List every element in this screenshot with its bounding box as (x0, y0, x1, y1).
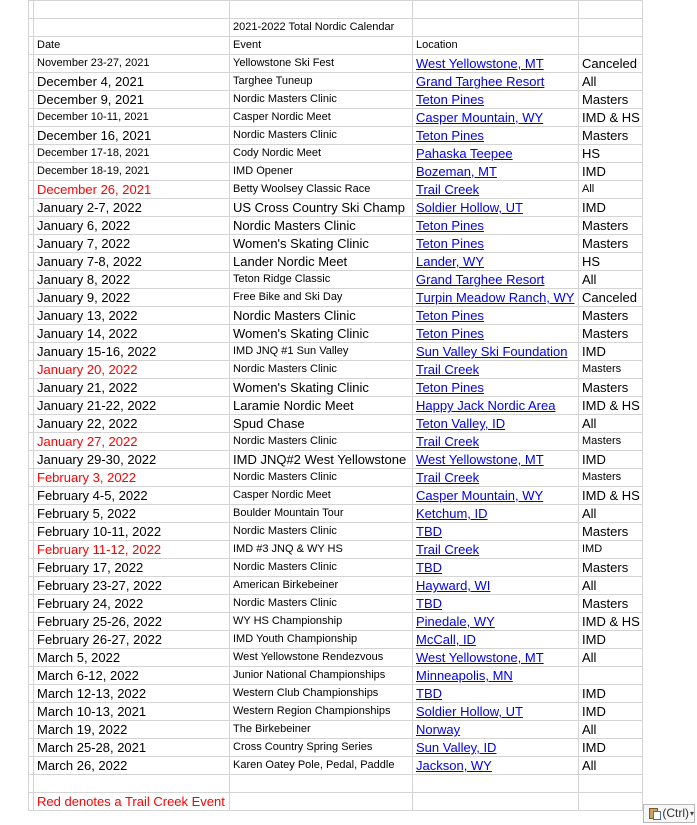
event-category: All (579, 649, 643, 667)
event-date: December 17-18, 2021 (34, 145, 230, 163)
event-date: March 5, 2022 (34, 649, 230, 667)
event-row (29, 361, 643, 379)
event-name: IMD JNQ #1 Sun Valley (230, 343, 413, 361)
event-name: Women's Skating Clinic (230, 379, 413, 397)
event-date: February 24, 2022 (34, 595, 230, 613)
event-location (413, 109, 579, 127)
location-link[interactable]: Trail Creek (416, 542, 480, 557)
event-date: January 29-30, 2022 (34, 451, 230, 469)
event-location (413, 541, 579, 559)
event-row (29, 595, 643, 613)
event-name: Western Club Championships (230, 685, 413, 703)
location-link[interactable]: Pinedale, WY (416, 614, 495, 629)
event-date: December 16, 2021 (34, 127, 230, 145)
event-location (413, 469, 579, 487)
location-link[interactable]: TBD (416, 596, 442, 611)
event-date: January 22, 2022 (34, 415, 230, 433)
event-category: IMD (579, 685, 643, 703)
location-link[interactable]: Teton Valley, ID (416, 416, 506, 431)
event-name: US Cross Country Ski Champ (230, 199, 413, 217)
event-date: December 18-19, 2021 (34, 163, 230, 181)
event-row (29, 433, 643, 451)
event-row (29, 577, 643, 595)
event-row (29, 739, 643, 757)
empty-cell (579, 1, 643, 19)
event-category: Masters (579, 433, 643, 451)
event-date: January 2-7, 2022 (34, 199, 230, 217)
event-category: All (579, 415, 643, 433)
event-category: Masters (579, 325, 643, 343)
location-link[interactable]: Jackson, WY (416, 758, 492, 773)
event-location (413, 271, 579, 289)
event-row (29, 541, 643, 559)
event-date: March 25-28, 2021 (34, 739, 230, 757)
empty-cell (579, 775, 643, 793)
event-category: Masters (579, 91, 643, 109)
event-name: Nordic Masters Clinic (230, 559, 413, 577)
event-location (413, 217, 579, 235)
location-link[interactable]: West Yellowstone, MT (416, 452, 544, 467)
event-location (413, 649, 579, 667)
location-link[interactable]: Teton Pines (416, 236, 484, 251)
clipboard-paste-icon (648, 807, 660, 820)
event-location (413, 631, 579, 649)
location-link[interactable]: Grand Targhee Resort (416, 74, 545, 89)
event-category: IMD (579, 163, 643, 181)
event-category: Masters (579, 595, 643, 613)
event-category: IMD & HS (579, 397, 643, 415)
event-date: January 27, 2022 (34, 433, 230, 451)
event-name: American Birkebeiner (230, 577, 413, 595)
event-category: IMD (579, 451, 643, 469)
event-name: The Birkebeiner (230, 721, 413, 739)
location-link[interactable]: Sun Valley, ID (416, 740, 497, 755)
event-date: November 23-27, 2021 (34, 55, 230, 73)
event-name: Nordic Masters Clinic (230, 217, 413, 235)
event-name: Nordic Masters Clinic (230, 595, 413, 613)
event-category: All (579, 505, 643, 523)
event-category: IMD (579, 199, 643, 217)
location-link[interactable]: Happy Jack Nordic Area (416, 398, 556, 413)
location-link[interactable]: Pahaska Teepee (416, 146, 513, 161)
event-row (29, 613, 643, 631)
event-location (413, 379, 579, 397)
sheet-title: 2021-2022 Total Nordic Calendar (230, 19, 413, 37)
event-location (413, 685, 579, 703)
location-link[interactable]: West Yellowstone, MT (416, 650, 544, 665)
event-name: Junior National Championships (230, 667, 413, 685)
event-location (413, 757, 579, 775)
event-category: IMD & HS (579, 487, 643, 505)
event-location (413, 505, 579, 523)
event-category: IMD (579, 739, 643, 757)
event-location (413, 91, 579, 109)
event-row (29, 721, 643, 739)
event-row (29, 505, 643, 523)
empty-cell (579, 37, 643, 55)
location-link[interactable]: Teton Pines (416, 308, 484, 323)
event-date: December 10-11, 2021 (34, 109, 230, 127)
title-row (29, 19, 643, 37)
event-location (413, 55, 579, 73)
event-date: February 4-5, 2022 (34, 487, 230, 505)
event-row (29, 145, 643, 163)
empty-cell (413, 19, 579, 37)
event-location (413, 577, 579, 595)
event-row (29, 757, 643, 775)
event-name: Spud Chase (230, 415, 413, 433)
event-date: February 17, 2022 (34, 559, 230, 577)
location-link[interactable]: West Yellowstone, MT (416, 56, 544, 71)
location-link[interactable]: Bozeman, MT (416, 164, 497, 179)
footnote: Red denotes a Trail Creek Event (34, 793, 230, 811)
empty-cell (413, 775, 579, 793)
event-location (413, 523, 579, 541)
event-category: IMD & HS (579, 109, 643, 127)
event-name: WY HS Championship (230, 613, 413, 631)
event-row (29, 217, 643, 235)
event-location (413, 289, 579, 307)
event-category: Masters (579, 379, 643, 397)
event-category: Masters (579, 235, 643, 253)
location-link[interactable]: Hayward, WI (416, 578, 491, 593)
empty-cell (34, 775, 230, 793)
blank-row (29, 775, 643, 793)
event-category: All (579, 73, 643, 91)
event-name: IMD JNQ#2 West Yellowstone (230, 451, 413, 469)
event-category: Masters (579, 559, 643, 577)
empty-cell (34, 19, 230, 37)
event-location (413, 235, 579, 253)
event-location (413, 397, 579, 415)
event-category: Masters (579, 361, 643, 379)
location-link[interactable]: Sun Valley Ski Foundation (416, 344, 568, 359)
location-link[interactable]: Teton Pines (416, 128, 484, 143)
location-link[interactable]: Soldier Hollow, UT (416, 704, 523, 719)
event-location (413, 667, 579, 685)
event-row (29, 415, 643, 433)
header-row (29, 37, 643, 55)
event-name: Betty Woolsey Classic Race (230, 181, 413, 199)
event-date: March 26, 2022 (34, 757, 230, 775)
empty-cell (413, 793, 579, 811)
paste-options-label: (Ctrl) (662, 806, 689, 820)
event-row (29, 523, 643, 541)
event-name: Karen Oatey Pole, Pedal, Paddle (230, 757, 413, 775)
event-category: Masters (579, 217, 643, 235)
event-row (29, 163, 643, 181)
event-location (413, 559, 579, 577)
event-location (413, 739, 579, 757)
event-location (413, 361, 579, 379)
event-location (413, 127, 579, 145)
location-link[interactable]: Casper Mountain, WY (416, 110, 544, 125)
event-name: Casper Nordic Meet (230, 487, 413, 505)
event-category: IMD & HS (579, 613, 643, 631)
chevron-down-icon: ▾ (689, 809, 694, 818)
event-location (413, 343, 579, 361)
event-location (413, 415, 579, 433)
event-category: All (579, 271, 643, 289)
event-location (413, 703, 579, 721)
blank-row (29, 1, 643, 19)
location-link[interactable]: Trail Creek (416, 470, 480, 485)
event-date: February 26-27, 2022 (34, 631, 230, 649)
event-name: Boulder Mountain Tour (230, 505, 413, 523)
event-row (29, 91, 643, 109)
location-link[interactable]: Casper Mountain, WY (416, 488, 544, 503)
event-name: Teton Ridge Classic (230, 271, 413, 289)
event-row (29, 235, 643, 253)
event-location (413, 487, 579, 505)
event-name: Nordic Masters Clinic (230, 91, 413, 109)
event-name: West Yellowstone Rendezvous (230, 649, 413, 667)
event-row (29, 649, 643, 667)
event-date: December 4, 2021 (34, 73, 230, 91)
event-category: IMD (579, 343, 643, 361)
event-name: Laramie Nordic Meet (230, 397, 413, 415)
event-name: Nordic Masters Clinic (230, 307, 413, 325)
location-link[interactable]: Teton Pines (416, 92, 484, 107)
event-date: January 21, 2022 (34, 379, 230, 397)
event-date: March 6-12, 2022 (34, 667, 230, 685)
event-name: Yellowstone Ski Fest (230, 55, 413, 73)
event-date: January 21-22, 2022 (34, 397, 230, 415)
event-name: Nordic Masters Clinic (230, 523, 413, 541)
event-date: December 26, 2021 (34, 181, 230, 199)
location-link[interactable]: Norway (416, 722, 461, 737)
event-category: All (579, 721, 643, 739)
paste-options-button[interactable] (643, 804, 695, 823)
location-link[interactable]: McCall, ID (416, 632, 476, 647)
event-name: Cross Country Spring Series (230, 739, 413, 757)
event-date: February 23-27, 2022 (34, 577, 230, 595)
event-date: February 10-11, 2022 (34, 523, 230, 541)
event-name: Casper Nordic Meet (230, 109, 413, 127)
event-location (413, 253, 579, 271)
event-name: Women's Skating Clinic (230, 235, 413, 253)
event-date: March 12-13, 2022 (34, 685, 230, 703)
location-link[interactable]: TBD (416, 686, 442, 701)
event-date: December 9, 2021 (34, 91, 230, 109)
footnote-row (29, 793, 643, 811)
event-category: Masters (579, 127, 643, 145)
header-location: Location (413, 37, 579, 55)
event-location (413, 595, 579, 613)
empty-cell (34, 1, 230, 19)
event-location (413, 613, 579, 631)
location-link[interactable]: Teton Pines (416, 380, 484, 395)
event-date: February 25-26, 2022 (34, 613, 230, 631)
event-row (29, 631, 643, 649)
event-name: Free Bike and Ski Day (230, 289, 413, 307)
event-category: IMD (579, 541, 643, 559)
event-date: January 15-16, 2022 (34, 343, 230, 361)
event-name: Nordic Masters Clinic (230, 433, 413, 451)
event-row (29, 289, 643, 307)
event-row (29, 253, 643, 271)
location-link[interactable]: Trail Creek (416, 182, 480, 197)
event-category: Canceled (579, 289, 643, 307)
event-category: Masters (579, 523, 643, 541)
event-category: Masters (579, 469, 643, 487)
event-location (413, 163, 579, 181)
event-location (413, 181, 579, 199)
event-name: Targhee Tuneup (230, 73, 413, 91)
location-link[interactable]: Lander, WY (416, 254, 484, 269)
event-row (29, 559, 643, 577)
event-category: All (579, 757, 643, 775)
event-category: HS (579, 145, 643, 163)
event-category: IMD (579, 703, 643, 721)
location-link[interactable]: Soldier Hollow, UT (416, 200, 523, 215)
event-date: March 19, 2022 (34, 721, 230, 739)
empty-cell (579, 793, 643, 811)
event-name: Nordic Masters Clinic (230, 127, 413, 145)
event-date: March 10-13, 2021 (34, 703, 230, 721)
event-row (29, 181, 643, 199)
event-row (29, 487, 643, 505)
location-link[interactable]: Teton Pines (416, 326, 484, 341)
event-row (29, 325, 643, 343)
event-date: February 11-12, 2022 (34, 541, 230, 559)
location-link[interactable]: Minneapolis, MN (416, 668, 513, 683)
event-row (29, 271, 643, 289)
event-category: Canceled (579, 55, 643, 73)
event-row (29, 685, 643, 703)
location-link[interactable]: TBD (416, 560, 442, 575)
empty-cell (230, 775, 413, 793)
event-row (29, 55, 643, 73)
event-location (413, 451, 579, 469)
location-link[interactable]: Teton Pines (416, 218, 484, 233)
event-row (29, 307, 643, 325)
event-category: IMD (579, 631, 643, 649)
event-category: Masters (579, 307, 643, 325)
event-date: February 5, 2022 (34, 505, 230, 523)
event-category (579, 667, 643, 685)
event-location (413, 433, 579, 451)
empty-cell (579, 19, 643, 37)
location-link[interactable]: Grand Targhee Resort (416, 272, 545, 287)
event-name: IMD Opener (230, 163, 413, 181)
event-category: HS (579, 253, 643, 271)
empty-cell (230, 793, 413, 811)
event-date: January 14, 2022 (34, 325, 230, 343)
location-link[interactable]: Trail Creek (416, 434, 480, 449)
event-name: Nordic Masters Clinic (230, 361, 413, 379)
event-name: Nordic Masters Clinic (230, 469, 413, 487)
event-date: January 8, 2022 (34, 271, 230, 289)
event-location (413, 145, 579, 163)
event-row (29, 127, 643, 145)
event-name: Western Region Championships (230, 703, 413, 721)
location-link[interactable]: Turpin Meadow Ranch, WY (416, 290, 575, 305)
event-date: January 20, 2022 (34, 361, 230, 379)
event-location (413, 721, 579, 739)
event-location (413, 199, 579, 217)
event-category: All (579, 181, 643, 199)
calendar-sheet (28, 0, 643, 811)
event-row (29, 109, 643, 127)
header-date: Date (34, 37, 230, 55)
event-name: IMD #3 JNQ & WY HS (230, 541, 413, 559)
location-link[interactable]: Ketchum, ID (416, 506, 488, 521)
event-date: January 6, 2022 (34, 217, 230, 235)
event-row (29, 343, 643, 361)
event-row (29, 451, 643, 469)
event-location (413, 73, 579, 91)
event-row (29, 379, 643, 397)
event-name: Cody Nordic Meet (230, 145, 413, 163)
event-date: February 3, 2022 (34, 469, 230, 487)
location-link[interactable]: Trail Creek (416, 362, 480, 377)
empty-cell (230, 1, 413, 19)
event-row (29, 667, 643, 685)
header-event: Event (230, 37, 413, 55)
event-date: January 7, 2022 (34, 235, 230, 253)
event-name: Lander Nordic Meet (230, 253, 413, 271)
event-date: January 7-8, 2022 (34, 253, 230, 271)
event-row (29, 73, 643, 91)
event-name: Women's Skating Clinic (230, 325, 413, 343)
event-name: IMD Youth Championship (230, 631, 413, 649)
event-location (413, 325, 579, 343)
event-date: January 9, 2022 (34, 289, 230, 307)
event-row (29, 469, 643, 487)
empty-cell (413, 1, 579, 19)
sheet-body (29, 1, 643, 811)
location-link[interactable]: TBD (416, 524, 442, 539)
event-row (29, 397, 643, 415)
event-row (29, 703, 643, 721)
event-location (413, 307, 579, 325)
event-row (29, 199, 643, 217)
event-category: All (579, 577, 643, 595)
event-date: January 13, 2022 (34, 307, 230, 325)
